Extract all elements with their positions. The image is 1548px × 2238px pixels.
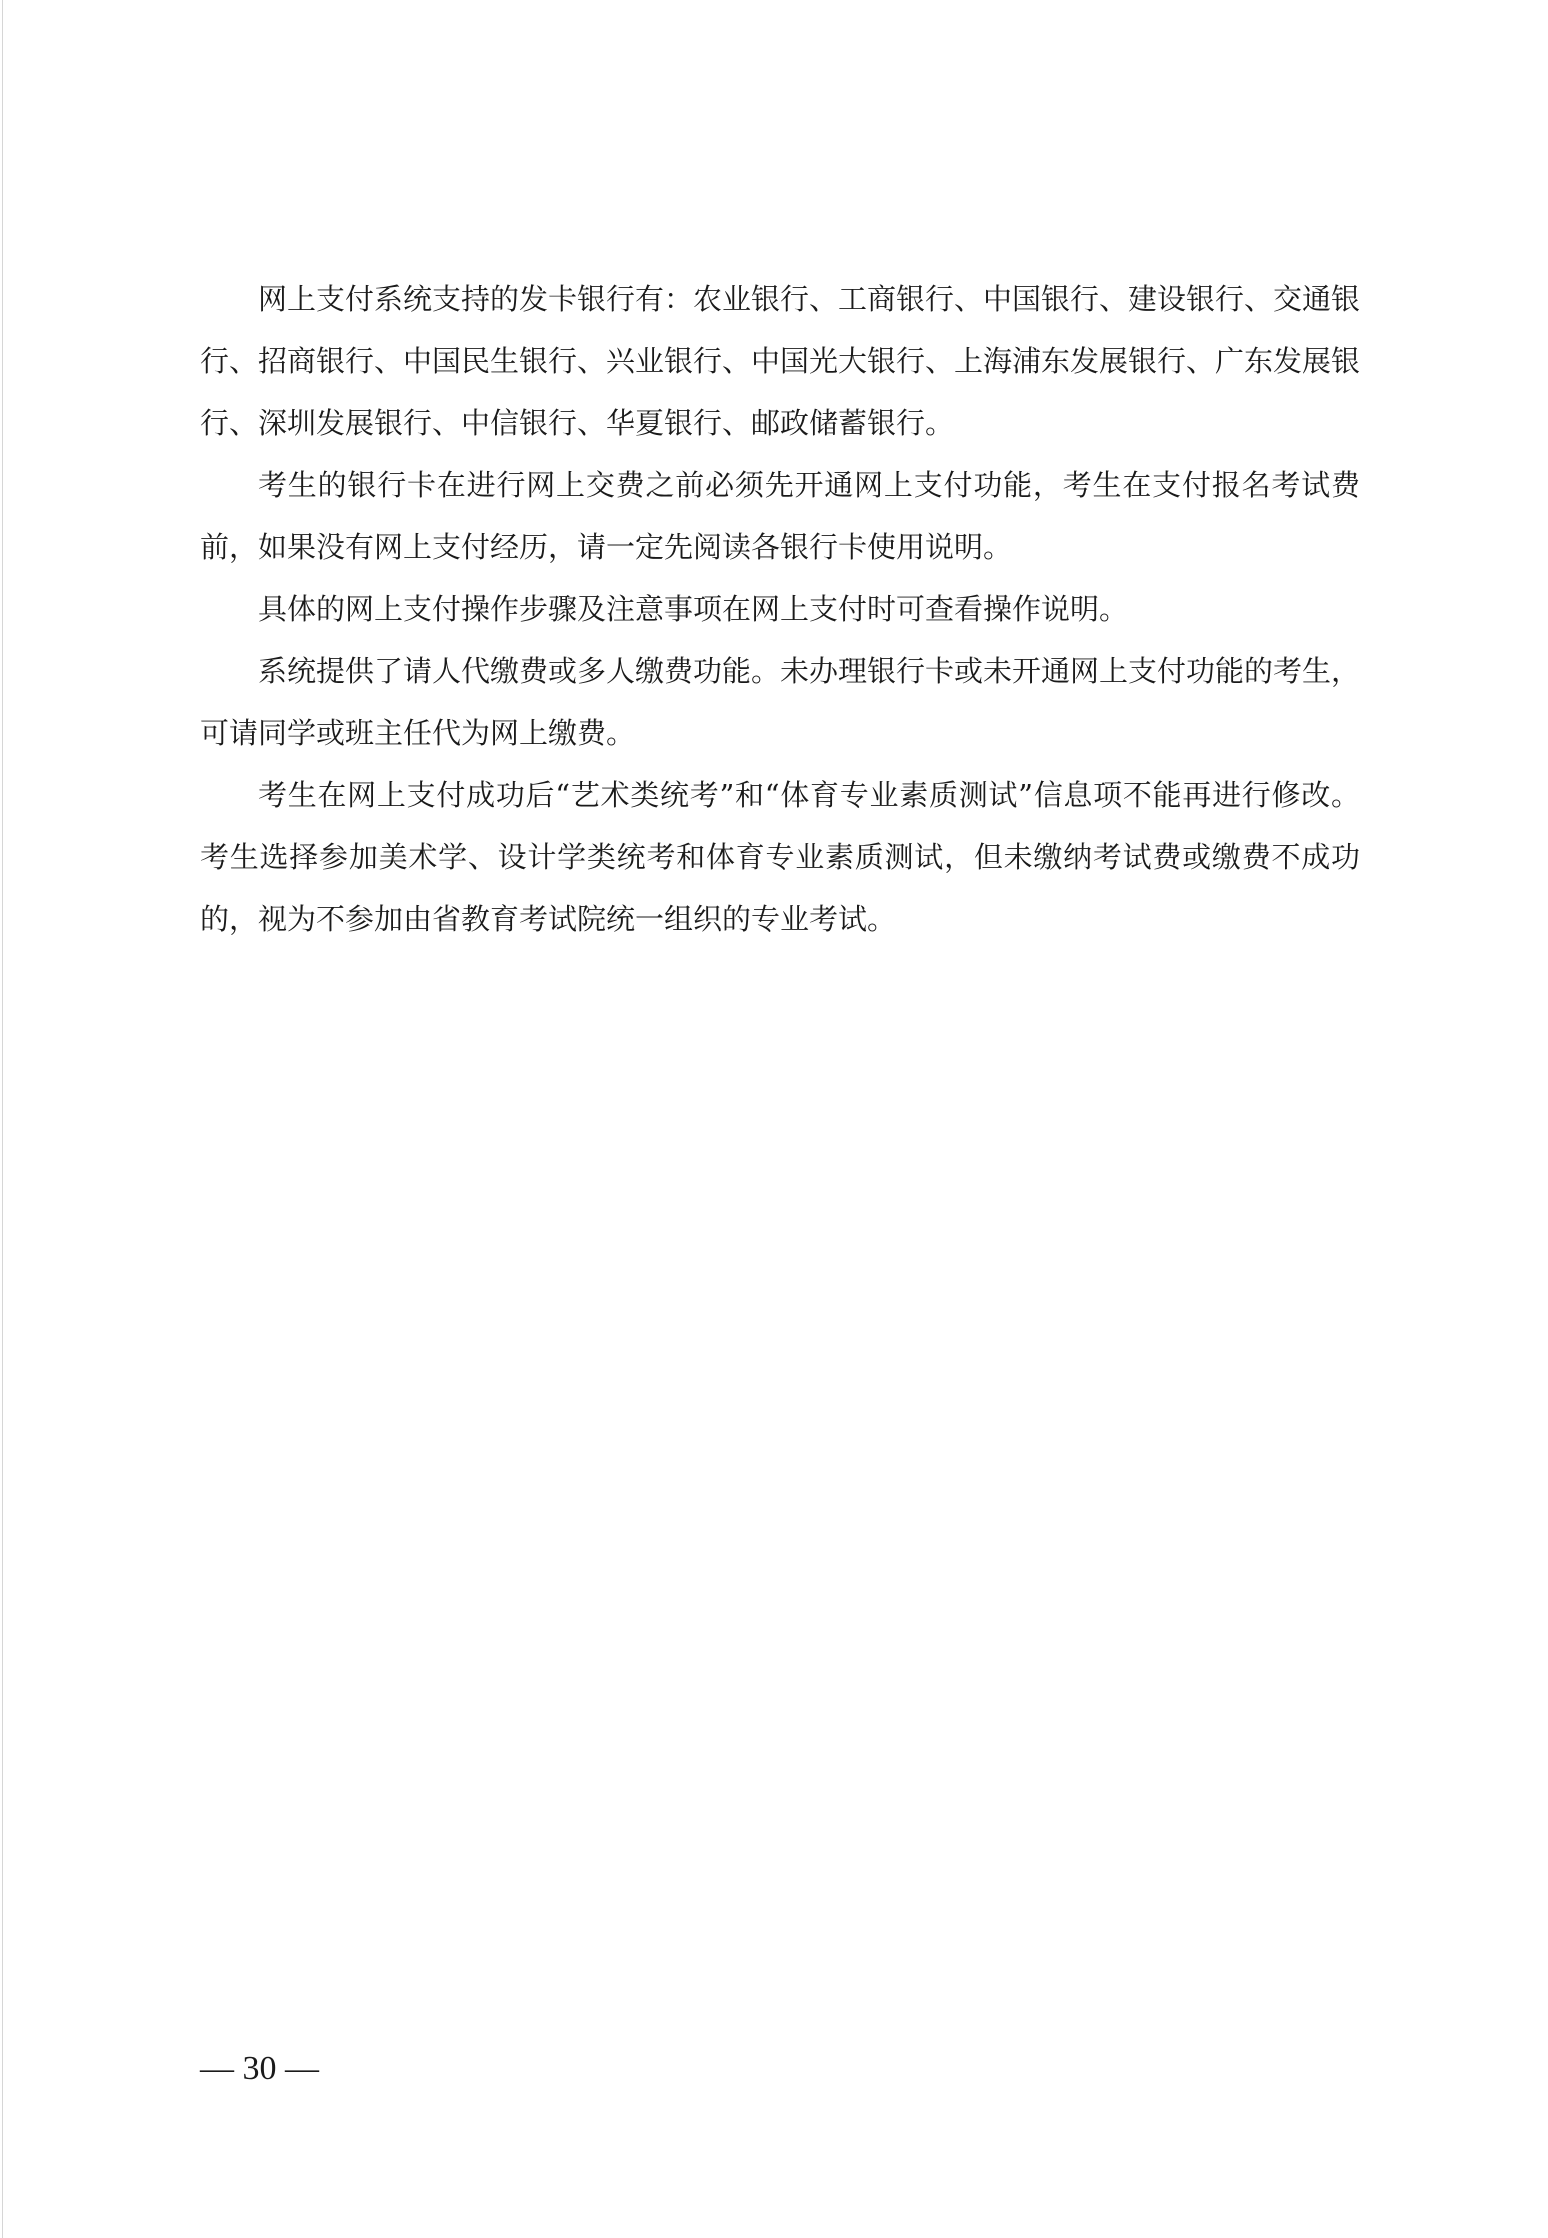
page-edge-line <box>2 0 3 2238</box>
page-number: — 30 — <box>200 2050 319 2087</box>
paragraph-after-payment: 考生在网上支付成功后“艺术类统考”和“体育专业素质测试”信息项不能再进行修改。考生选择参加美术学、设计学类统考和体育专业素质测试，但未缴纳考试费或缴费不成功的，视为不参加由省教育考试院统一组织的专业考试。 <box>200 778 1360 936</box>
paragraph-payment-steps: 具体的网上支付操作步骤及注意事项在网上支付时可查看操作说明。 <box>258 592 1129 626</box>
document-body <box>200 268 1360 950</box>
paragraph-supported-banks: 网上支付系统支持的发卡银行有：农业银行、工商银行、中国银行、建设银行、交通银行、招商银行、中国民生银行、兴业银行、中国光大银行、上海浦东发展银行、广东发展银行、深圳发展银行、中信银行、华夏银行、邮政储蓄银行。 <box>200 282 1361 440</box>
paragraph-proxy-payment: 系统提供了请人代缴费或多人缴费功能。未办理银行卡或未开通网上支付功能的考生，可请同学或班主任代为网上缴费。 <box>200 654 1361 750</box>
paragraph-card-activation: 考生的银行卡在进行网上交费之前必须先开通网上支付功能，考生在支付报名考试费前，如果没有网上支付经历，请一定先阅读各银行卡使用说明。 <box>200 468 1360 564</box>
